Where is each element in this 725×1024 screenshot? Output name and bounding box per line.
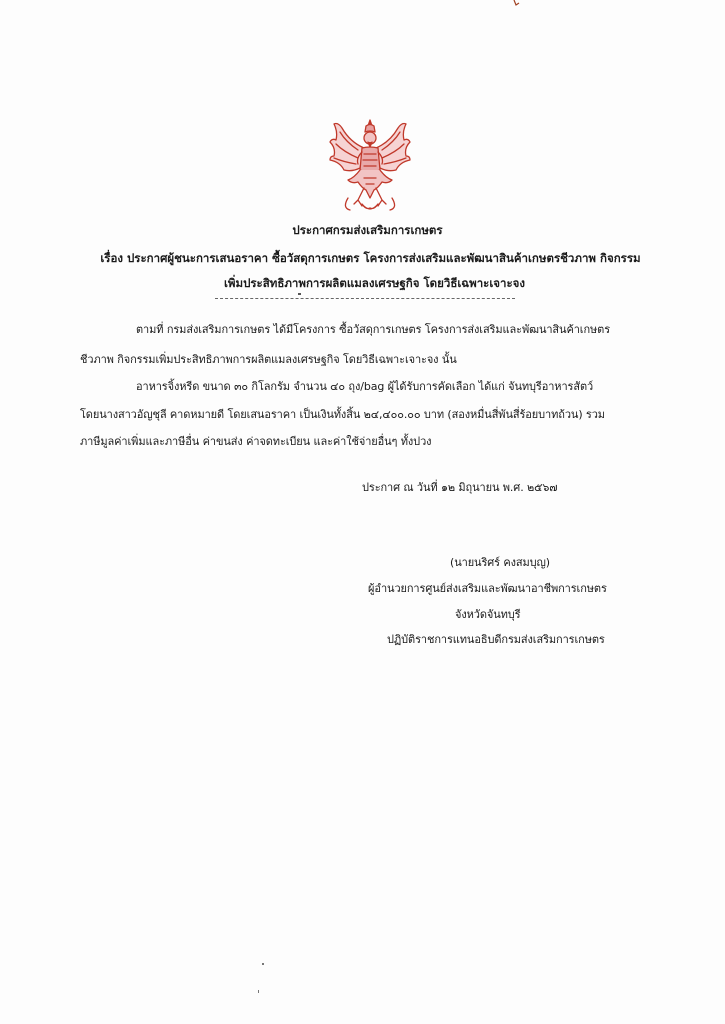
signer-position-3: ปฏิบัติราชการแทนอธิบดีกรมส่งเสริมการเกษตร xyxy=(387,633,605,646)
signer-position-2: จังหวัดจันทบุรี xyxy=(455,608,521,621)
document-title: ประกาศกรมส่งเสริมการเกษตร xyxy=(292,223,443,237)
body-line-4: โดยนางสาวอัญชุลี คาดหมายดี โดยเสนอราคา เป็นเงินทั้งสิ้น ๒๔,๔๐๐.๐๐ บาท (สองหมื่นสี่พันสี่ร้อยบาทถ้วน) รวม xyxy=(80,408,605,421)
body-line-2: ชีวภาพ กิจกรรมเพิ่มประสิทธิภาพการผลิตแมลงเศรษฐกิจ โดยวิธีเฉพาะเจาะจง นั้น xyxy=(80,353,457,366)
subject-line-1: เรื่อง ประกาศผู้ชนะการเสนอราคา ซื้อวัสดุการเกษตร โครงการส่งเสริมและพัฒนาสินค้าเกษตรชีวภาพ กิจกรรม xyxy=(100,251,641,265)
separator-line xyxy=(215,298,515,299)
announcement-date: ประกาศ ณ วันที่ ๑๒ มิถุนายน พ.ศ. ๒๕๖๗ xyxy=(362,481,558,494)
ink-dot xyxy=(298,293,301,295)
scan-speck xyxy=(262,963,264,965)
scan-speck xyxy=(258,990,259,993)
body-line-5: ภาษีมูลค่าเพิ่มและภาษีอื่น ค่าขนส่ง ค่าจดทะเบียน และค่าใช้จ่ายอื่นๆ ทั้งปวง xyxy=(80,435,432,448)
corner-ink-mark xyxy=(512,0,522,8)
body-line-1: ตามที่ กรมส่งเสริมการเกษตร ได้มีโครงการ ซื้อวัสดุการเกษตร โครงการส่งเสริมและพัฒนาสินค้าเกษตร xyxy=(136,323,611,336)
subject-line-2: เพิ่มประสิทธิภาพการผลิตแมลงเศรษฐกิจ โดยวิธีเฉพาะเจาะจง xyxy=(223,276,526,290)
signer-position-1: ผู้อำนวยการศูนย์ส่งเสริมและพัฒนาอาชีพการเกษตร xyxy=(368,582,607,595)
body-line-3: อาหารจิ้งหรีด ขนาด ๓๐ กิโลกรัม จำนวน ๔๐ ถุง/bag ผู้ได้รับการคัดเลือก ได้แก่ จันทบุรีอาหารสัตว์ xyxy=(136,380,594,393)
garuda-emblem-icon xyxy=(328,118,412,216)
signer-name: (นายนริศร์ คงสมบุญ) xyxy=(450,556,550,569)
